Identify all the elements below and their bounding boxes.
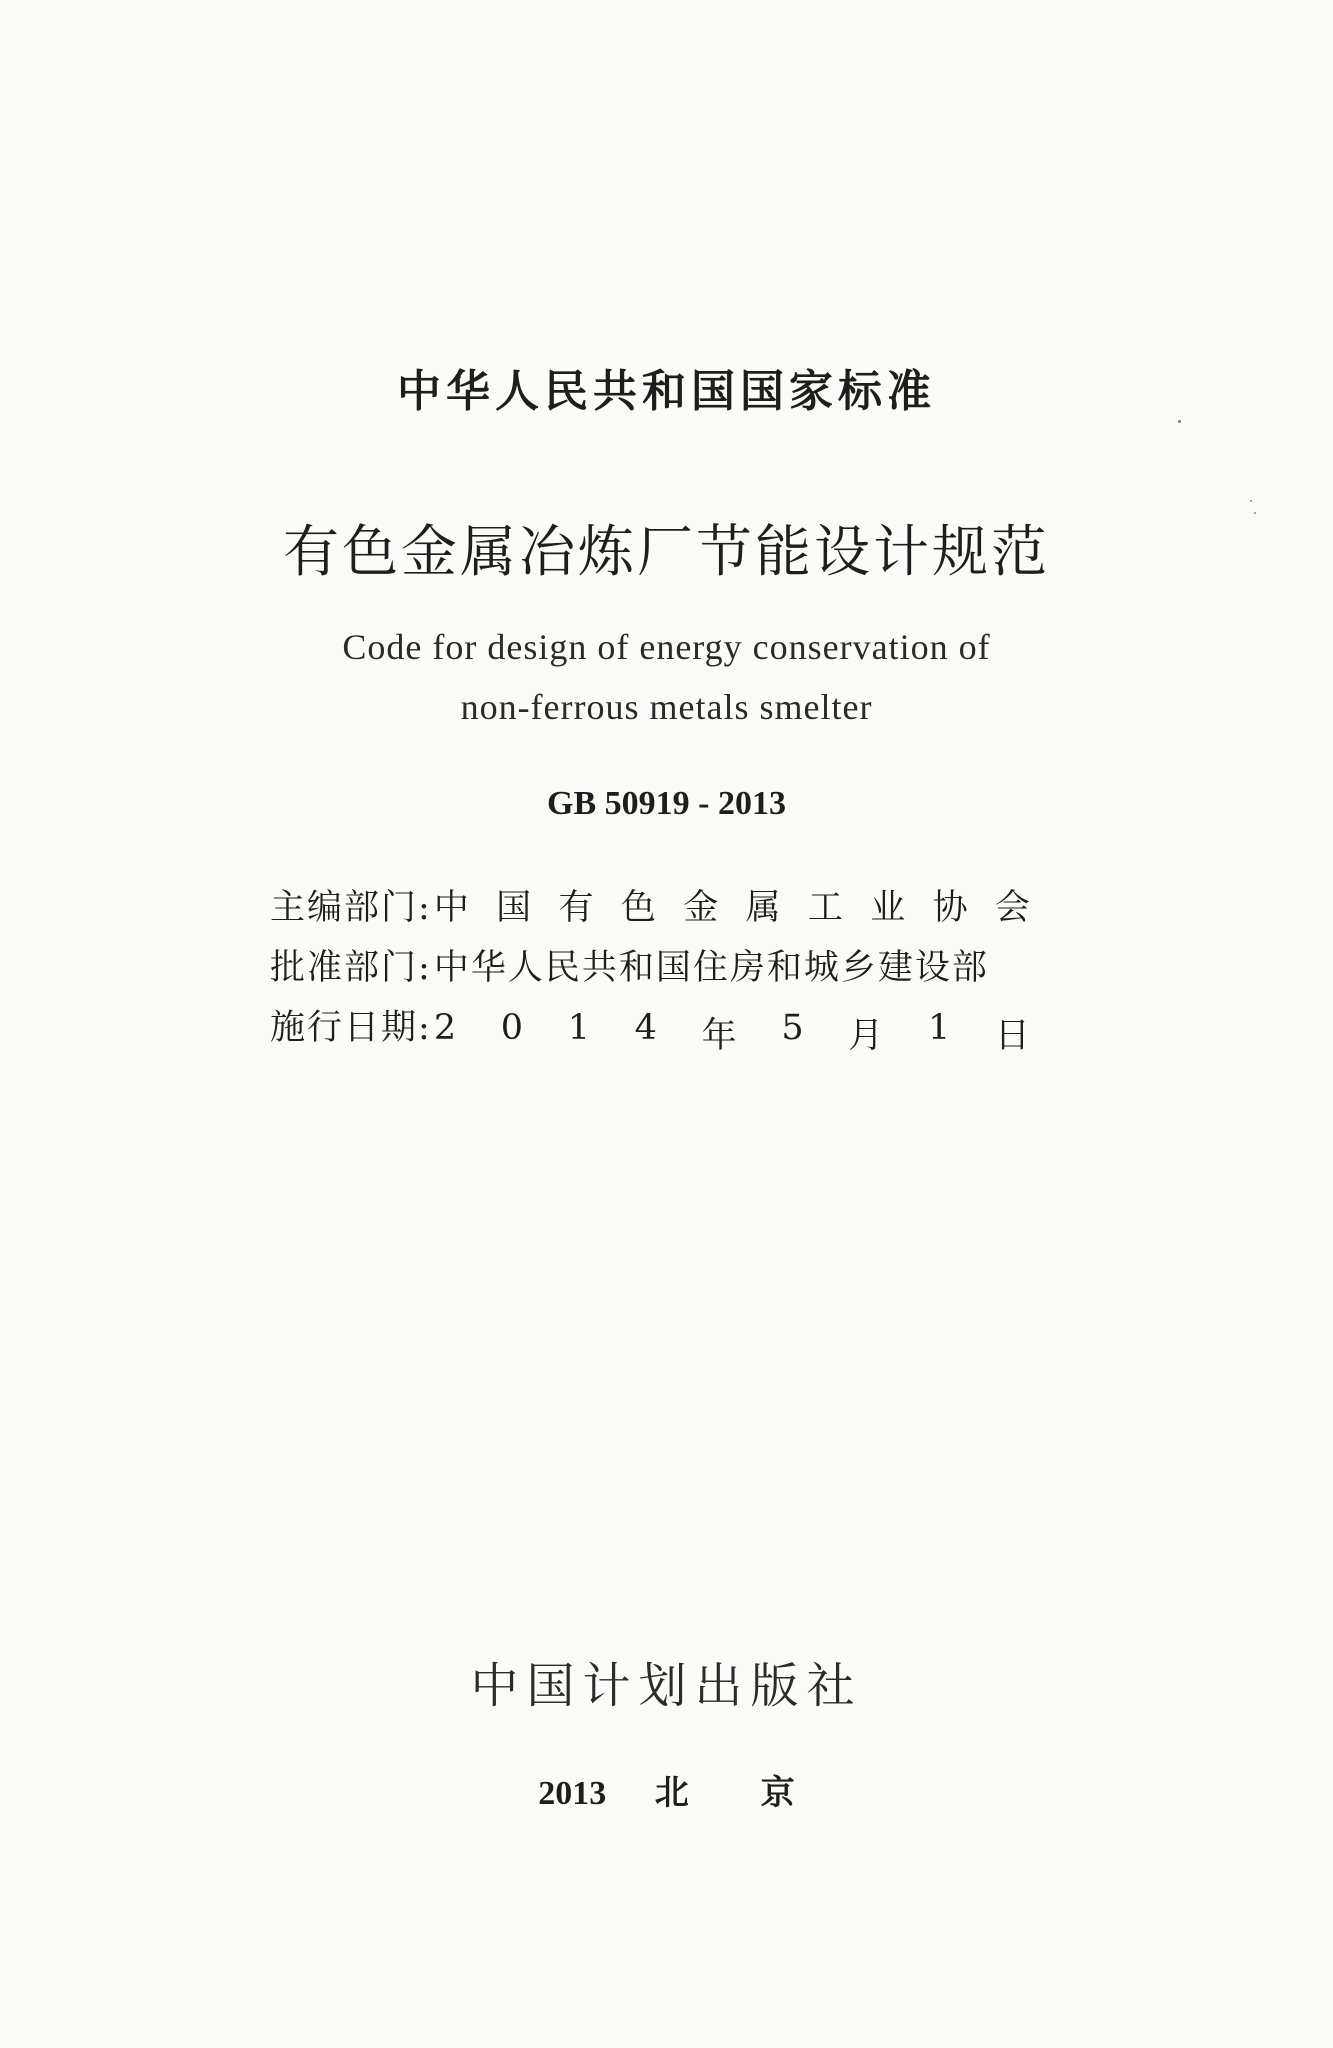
chinese-title: 有色金属冶炼厂节能设计规范 (283, 520, 1050, 585)
effective-date-label: 施行日期 (270, 1008, 419, 1048)
chief-editor-label: 主编部门 (270, 888, 419, 928)
chief-editor-char: 工 (807, 888, 843, 928)
effective-date-char: 年 (701, 1016, 737, 1056)
chief-editor-char: 国 (496, 888, 532, 928)
publication-place (0, 1765, 1333, 1814)
chief-editor-char: 会 (994, 888, 1030, 928)
chief-editor-char: 有 (558, 888, 594, 928)
chief-editor-char: 协 (932, 888, 968, 928)
publication-city: 北京 (654, 1775, 867, 1812)
approver-row (270, 940, 1030, 990)
approver-value: 中华人民共和国住房和城乡建设部 (433, 948, 989, 988)
chief-editor-char: 业 (870, 888, 906, 928)
approver-label: 批准部门 (270, 948, 419, 988)
chief-editor-char: 中 (433, 888, 469, 928)
english-title-line-2: non-ferrous metals smelter (460, 687, 873, 727)
effective-date-char: 1 (567, 1008, 590, 1048)
effective-date-char: 月 (848, 1016, 884, 1056)
approver-separator: : (418, 948, 430, 988)
chief-editor-value (434, 880, 1030, 930)
effective-date-row (270, 1000, 1030, 1058)
publisher-name: 中国计划出版社 (470, 1658, 863, 1714)
effective-date-value (434, 1008, 1030, 1058)
chief-editor-char: 色 (620, 888, 656, 928)
scan-speck (1254, 512, 1256, 514)
effective-date-char: 2 (433, 1008, 457, 1048)
effective-date-separator: : (418, 1008, 430, 1048)
english-title-line-1: Code for design of energy conservation of (342, 627, 991, 667)
chief-editor-row (270, 880, 1030, 930)
chief-editor-char: 金 (683, 888, 719, 928)
chief-editor-separator: : (418, 888, 430, 928)
effective-date-char: 日 (994, 1016, 1030, 1056)
standard-code: GB 50919 - 2013 (547, 785, 786, 822)
effective-date-char: 1 (927, 1008, 951, 1048)
scan-speck (1250, 500, 1252, 502)
effective-date-char: 5 (781, 1008, 804, 1048)
chief-editor-char: 属 (745, 888, 781, 928)
effective-date-char: 0 (500, 1008, 524, 1048)
scan-speck (1178, 420, 1181, 423)
effective-date-char: 4 (634, 1008, 657, 1048)
standard-series-title: 中华人民共和国国家标准 (397, 366, 936, 417)
publication-year: 2013 (538, 1775, 607, 1812)
